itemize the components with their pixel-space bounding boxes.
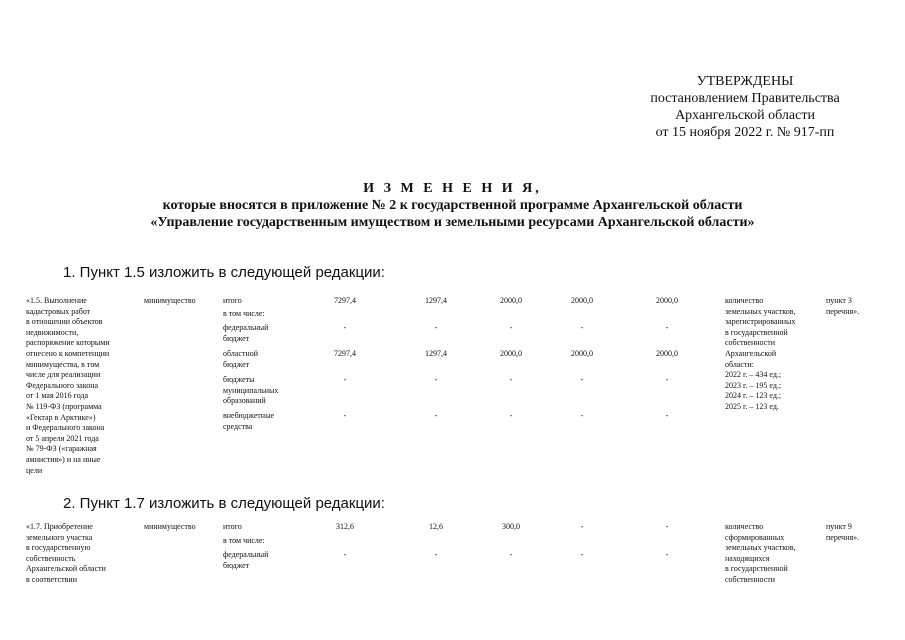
funding-value: -	[580, 522, 584, 531]
result-indicator: 2025 г. – 123 ед.	[725, 402, 779, 411]
funding-source: областной	[223, 349, 259, 358]
funding-value: -	[580, 323, 584, 332]
funding-value: 2000,0	[656, 349, 678, 358]
executor: минимущество	[144, 522, 196, 531]
approval-stamp	[615, 73, 875, 141]
activity-description: в соответствии	[26, 575, 77, 584]
funding-value: 12,6	[429, 522, 443, 531]
activity-description: Федерального закона	[26, 380, 99, 390]
funding-value: -	[665, 375, 669, 384]
activity-description: цели	[26, 465, 43, 475]
result-indicator: земельных участков,	[725, 306, 796, 316]
activity-description: «Гектар в Арктике»)	[26, 412, 96, 422]
result-indicator: собственности	[725, 338, 776, 348]
approval-line: УТВЕРЖДЕНЫ	[696, 74, 794, 89]
funding-value: -	[509, 411, 513, 420]
funding-source: в том числе:	[223, 536, 265, 545]
activity-description: минимущества, в том	[26, 359, 100, 369]
funding-value: -	[665, 550, 669, 559]
funding-source: бюджет	[223, 560, 250, 570]
funding-value: -	[343, 323, 347, 332]
funding-value: -	[434, 323, 438, 332]
approval-line: постановлением Правительства	[650, 91, 840, 106]
funding-value: 1297,4	[425, 296, 447, 305]
result-indicator: в государственной	[725, 327, 788, 337]
funding-source: средства	[223, 421, 253, 431]
funding-source: внебюджетные	[223, 411, 274, 420]
funding-value: 7297,4	[334, 349, 356, 358]
result-indicator: количество	[725, 522, 764, 531]
list-reference: перечня».	[826, 532, 860, 542]
list-reference: пункт 3	[826, 296, 852, 305]
activity-description: числе для реализации	[26, 370, 101, 380]
list-reference: пункт 9	[826, 522, 852, 531]
activity-description: и Федерального закона	[26, 423, 105, 433]
activity-description: «1.5. Выполнение	[26, 296, 87, 305]
funding-value: -	[434, 550, 438, 559]
funding-source: федеральный	[223, 550, 269, 559]
funding-source: муниципальных	[223, 385, 279, 395]
funding-value: -	[343, 411, 347, 420]
funding-value: -	[580, 550, 584, 559]
funding-value: 7297,4	[334, 296, 356, 305]
activity-description: «1.7. Приобретение	[26, 522, 93, 531]
document-heading	[0, 180, 905, 231]
result-indicator: находящихся	[725, 553, 770, 563]
result-indicator: 2024 г. – 123 ед.;	[725, 391, 782, 401]
funding-source: федеральный	[223, 323, 269, 332]
activity-description: земельного участка	[26, 532, 93, 542]
activity-description: от 1 мая 2016 года	[26, 391, 89, 401]
activity-description: № 79-ФЗ («гаражная	[26, 444, 97, 454]
funding-value: 2000,0	[500, 349, 522, 358]
funding-value: -	[509, 323, 513, 332]
activity-description: амнистия») и на иные	[26, 455, 101, 464]
activity-description: от 5 апреля 2021 года	[26, 433, 99, 443]
result-indicator: в государственной	[725, 564, 788, 574]
activity-description: распоряжение которыми	[26, 338, 110, 348]
funding-value: -	[509, 550, 513, 559]
funding-value: -	[580, 375, 584, 384]
funding-value: -	[665, 411, 669, 420]
item-title: 1. Пункт 1.5 изложить в следующей редакции:	[63, 264, 385, 281]
funding-source: в том числе:	[223, 309, 265, 318]
result-indicator: 2023 г. – 195 ед.;	[725, 380, 782, 390]
funding-value: -	[343, 550, 347, 559]
funding-source: бюджет	[223, 333, 250, 343]
result-indicator: Архангельской	[725, 349, 777, 358]
funding-value: 2000,0	[571, 349, 593, 358]
funding-value: -	[580, 411, 584, 420]
heading-subtitle: которые вносятся в приложение № 2 к государственной программе Архангельской области	[162, 198, 743, 213]
funding-source: образований	[223, 396, 266, 406]
activity-description: собственность	[26, 553, 76, 563]
funding-value: 2000,0	[500, 296, 522, 305]
result-indicator: количество	[725, 296, 764, 305]
result-indicator: зарегистрированных	[725, 317, 796, 327]
funding-value: -	[434, 375, 438, 384]
funding-value: 2000,0	[656, 296, 678, 305]
funding-value: 300,0	[502, 522, 520, 531]
funding-value: -	[665, 323, 669, 332]
item-title: 2. Пункт 1.7 изложить в следующей редакции:	[63, 495, 385, 512]
funding-value: -	[343, 375, 347, 384]
funding-source: бюджеты	[223, 375, 255, 384]
activity-description: в государственную	[26, 543, 91, 553]
approval-line: Архангельской области	[675, 108, 815, 123]
result-indicator: земельных участков,	[725, 543, 796, 553]
result-indicator: собственности	[725, 575, 776, 584]
activity-description: в отношении объектов	[26, 317, 103, 327]
activity-description: Архангельской области	[26, 564, 106, 574]
funding-value: 312,6	[336, 522, 354, 531]
funding-value: -	[434, 411, 438, 420]
activity-description: отнесено к компетенции	[26, 349, 110, 358]
activity-description: кадастровых работ	[26, 306, 91, 316]
activity-description: недвижимости,	[26, 327, 79, 337]
funding-value: -	[509, 375, 513, 384]
result-indicator: сформированных	[725, 532, 785, 542]
funding-source: бюджет	[223, 359, 250, 369]
funding-source: итого	[223, 296, 242, 305]
funding-value: -	[665, 522, 669, 531]
heading-title: И З М Е Н Е Н И Я,	[363, 181, 542, 196]
funding-source: итого	[223, 522, 242, 531]
funding-value: 2000,0	[571, 296, 593, 305]
heading-program-name: «Управление государственным имуществом и земельными ресурсами Архангельской области»	[150, 215, 755, 230]
activity-description: № 119-ФЗ (программа	[26, 402, 102, 411]
result-indicator: 2022 г. – 434 ед.;	[725, 370, 782, 380]
result-indicator: области:	[725, 359, 754, 369]
funding-value: 1297,4	[425, 349, 447, 358]
list-reference: перечня».	[826, 306, 860, 316]
executor: минимущество	[144, 296, 196, 305]
approval-line: от 15 ноября 2022 г. № 917-пп	[655, 125, 835, 140]
